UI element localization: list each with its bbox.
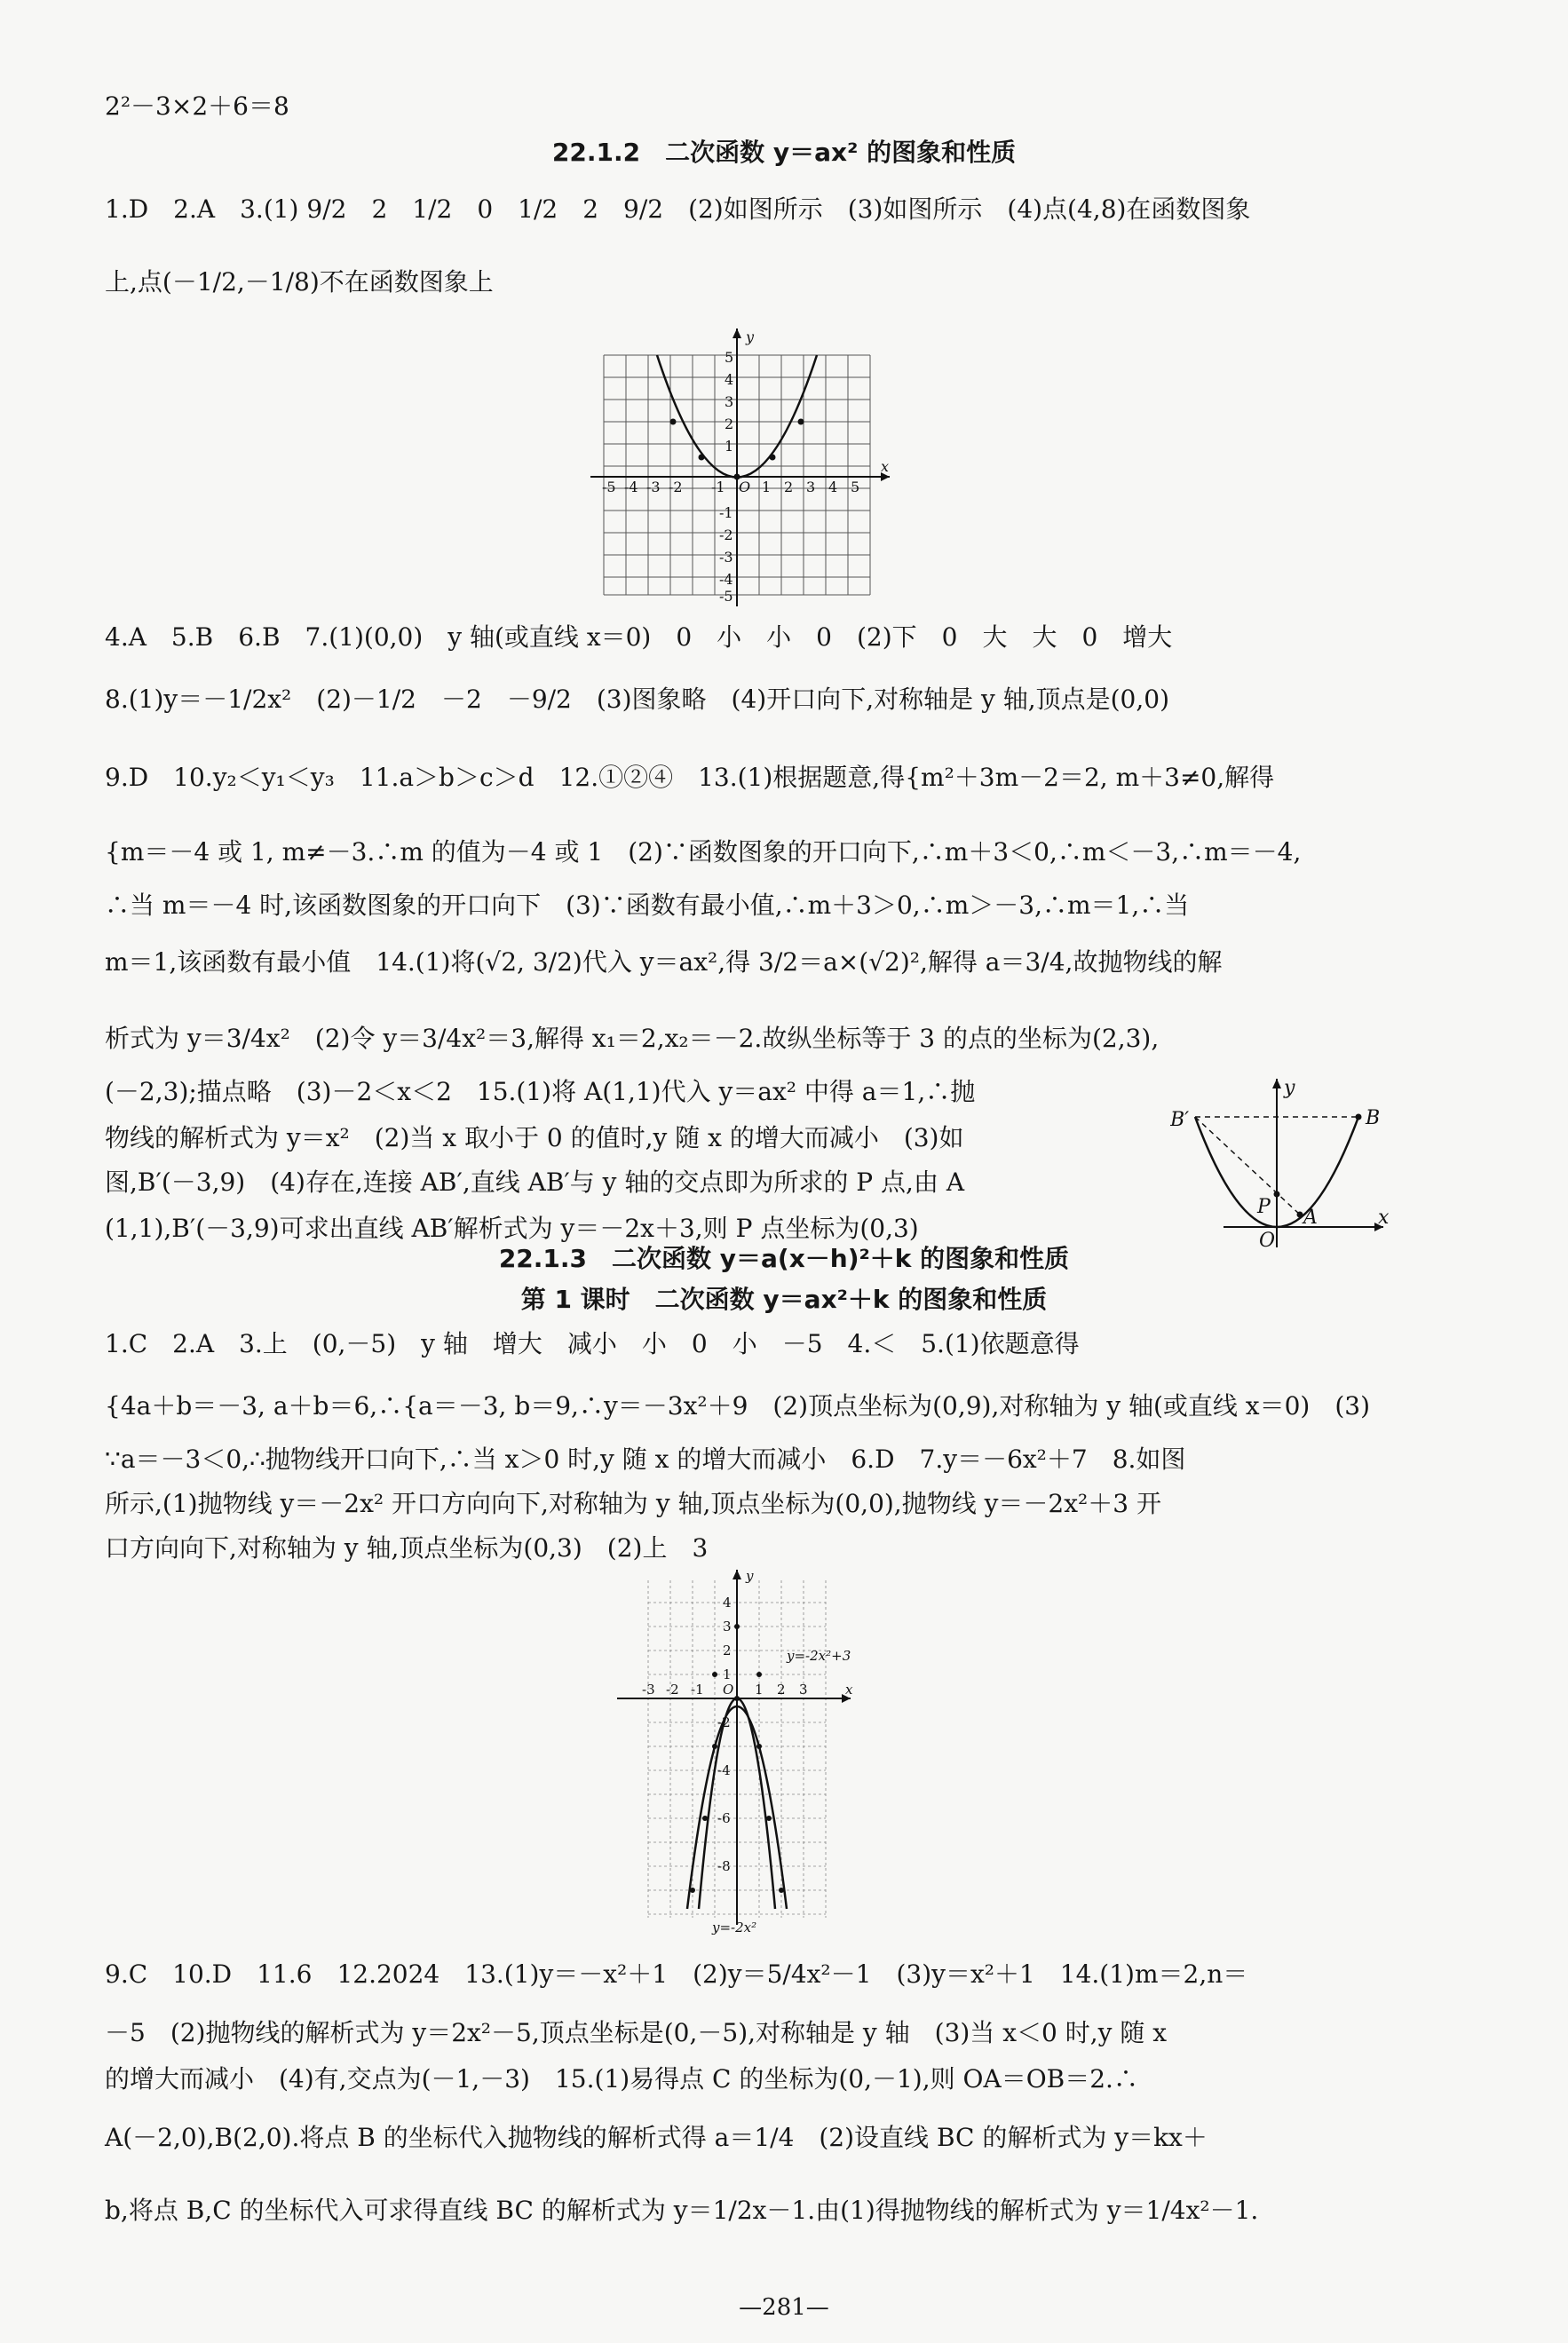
dashed-line-AB-prime: [1195, 1117, 1300, 1215]
point-B-label: B: [1366, 1107, 1381, 1129]
text-line-18: 所示,(1)抛物线 y＝－2x² 开口方向向下,对称轴为 y 轴,顶点坐标为(0,0),抛物线 y＝－2x²＋3 开: [105, 1489, 1161, 1518]
x-tick: -1: [691, 1682, 704, 1698]
text-line-5: 8.(1)y＝－1/2x² (2)－1/2 －2 －9/2 (3)图象略 (4)开口向下,对称轴是 y 轴,顶点是(0,0): [105, 685, 1169, 714]
y-tick: -6: [717, 1810, 731, 1826]
y-tick: 3: [725, 393, 734, 410]
text-line-23: A(－2,0),B(2,0).将点 B 的坐标代入抛物线的解析式得 a＝1/4 (2)设直线 BC 的解析式为 y＝kx＋: [105, 2123, 1208, 2152]
text-line-2: 1.D 2.A 3.(1) 9/2 2 1/2 0 1/2 2 9/2 (2)如图所示 (3)如图所示 (4)点(4,8)在函数图象: [105, 194, 1251, 224]
y-axis-label: y: [746, 1568, 754, 1584]
x-tick: -4: [624, 479, 638, 495]
lesson-heading-1: 第 1 课时 二次函数 y＝ax²＋k 的图象和性质: [520, 1285, 1048, 1314]
text-line-8: ∴当 m＝－4 时,该函数图象的开口向下 (3)∵函数有最小值,∴m＋3＞0,∴m＞－3,∴m＝1,∴当: [105, 890, 1190, 920]
y-tick: 3: [723, 1619, 732, 1635]
x-tick: -2: [669, 479, 683, 495]
y-tick: 4: [723, 1595, 732, 1611]
text-line-10: 析式为 y＝3/4x² (2)令 y＝3/4x²＝3,解得 x₁＝2,x₂＝－2.故纵坐标等于 3 的点的坐标为(2,3),: [105, 1024, 1160, 1053]
x-tick: 4: [828, 479, 838, 495]
section-heading-22-1-2: 22.1.2 二次函数 y＝ax² 的图象和性质: [551, 138, 1017, 167]
x-tick: 2: [784, 479, 794, 495]
text-line-7: {m＝－4 或 1, m≠－3.∴m 的值为－4 或 1 (2)∵函数图象的开口向下,∴m＋3＜0,∴m＜－3,∴m＝－4,: [105, 837, 1302, 867]
point-B-prime-label: B′: [1170, 1109, 1190, 1131]
text-line-6: 9.D 10.y₂＜y₁＜y₃ 11.a＞b＞c＞d 12.①②④ 13.(1)根据题意,得{m²＋3m－2＝2, m＋3≠0,解得: [105, 763, 1275, 792]
text-line-13: 图,B′(－3,9) (4)存在,连接 AB′,直线 AB′与 y 轴的交点即为所求的 P 点,由 A: [105, 1168, 965, 1197]
y-tick: 1: [725, 438, 734, 455]
point-P-label: P: [1257, 1196, 1271, 1218]
text-line-11: (－2,3);描点略 (3)－2＜x＜2 15.(1)将 A(1,1)代入 y＝ax² 中得 a＝1,∴抛: [105, 1077, 976, 1106]
y-tick: -1: [719, 504, 733, 521]
text-line-21: －5 (2)抛物线的解析式为 y＝2x²－5,顶点坐标是(0,－5),对称轴是 y 轴 (3)当 x＜0 时,y 随 x: [105, 2018, 1168, 2047]
x-tick: -3: [646, 479, 661, 495]
y-tick: -8: [717, 1858, 731, 1874]
section-heading-22-1-3: 22.1.3 二次函数 y＝a(x－h)²＋k 的图象和性质: [498, 1244, 1070, 1273]
text-line-12: 物线的解析式为 y＝x² (2)当 x 取小于 0 的值时,y 随 x 的增大而减小 (3)如: [105, 1123, 964, 1152]
figure-two-parabolas: [613, 1563, 879, 1935]
y-tick: -3: [719, 549, 733, 566]
x-tick: -5: [602, 479, 616, 495]
origin-label: O: [739, 479, 751, 495]
y-tick: -2: [719, 526, 733, 543]
x-axis-label: x: [845, 1682, 853, 1698]
y-tick: 2: [723, 1642, 732, 1658]
x-axis-label: x: [881, 458, 890, 475]
curve-label-2: y=-2x²: [712, 1920, 757, 1935]
x-axis-label: x: [1378, 1207, 1390, 1229]
y-tick: -5: [719, 588, 733, 605]
x-tick: -2: [666, 1682, 679, 1698]
text-line-15: 1.C 2.A 3.上 (0,－5) y 轴 增大 减小 小 0 小 －5 4.＜ 5.(1)依题意得: [105, 1329, 1080, 1358]
x-tick: 1: [762, 479, 772, 495]
x-tick: 3: [806, 479, 816, 495]
y-tick: 4: [725, 371, 734, 388]
origin-label: O: [723, 1682, 734, 1698]
text-line-24: b,将点 B,C 的坐标代入可求得直线 BC 的解析式为 y＝1/2x－1.由(1)得抛物线的解析式为 y＝1/4x²－1.: [105, 2196, 1259, 2225]
point-A-label: A: [1303, 1207, 1318, 1229]
text-line-17: ∵a＝－3＜0,∴抛物线开口向下,∴当 x＞0 时,y 随 x 的增大而减小 6.D 7.y＝－6x²＋7 8.如图: [105, 1445, 1186, 1474]
text-line-14: (1,1),B′(－3,9)可求出直线 AB′解析式为 y＝－2x＋3,则 P 点坐标为(0,3): [105, 1214, 919, 1243]
text-line-3: 上,点(－1/2,－1/8)不在函数图象上: [105, 267, 494, 297]
x-tick: 3: [799, 1682, 808, 1698]
y-tick: -4: [717, 1762, 731, 1778]
x-tick: -3: [642, 1682, 655, 1698]
y-tick: 2: [725, 416, 734, 432]
y-tick: 1: [723, 1666, 732, 1682]
page-number: —281—: [739, 2294, 829, 2321]
x-tick: -1: [711, 479, 725, 495]
curve-label-1: y=-2x²+3: [787, 1648, 851, 1664]
text-line-9: m＝1,该函数有最小值 14.(1)将(√2, 3/2)代入 y＝ax²,得 3/2＝a×(√2)²,解得 a＝3/4,故抛物线的解: [105, 947, 1223, 977]
x-tick: 2: [777, 1682, 786, 1698]
y-axis-label: y: [1284, 1077, 1295, 1099]
y-tick: 5: [725, 349, 734, 366]
text-line-4: 4.A 5.B 6.B 7.(1)(0,0) y 轴(或直线 x＝0) 0 小 小 0 (2)下 0 大 大 0 增大: [105, 622, 1173, 652]
y-axis-label: y: [746, 328, 755, 345]
text-line-19: 口方向向下,对称轴为 y 轴,顶点坐标为(0,3) (2)上 3: [105, 1533, 709, 1563]
figure-parabola-AB: [1170, 1074, 1401, 1252]
text-line-22: 的增大而减小 (4)有,交点为(－1,－3) 15.(1)易得点 C 的坐标为(0,－1),则 OA＝OB＝2.∴: [105, 2064, 1138, 2094]
x-tick: 5: [851, 479, 860, 495]
text-line-20: 9.C 10.D 11.6 12.2024 13.(1)y＝－x²＋1 (2)y＝5/4x²－1 (3)y＝x²＋1 14.(1)m＝2,n＝: [105, 1959, 1248, 1989]
y-tick: -4: [719, 571, 733, 588]
x-tick: 1: [755, 1682, 764, 1698]
y-tick: -2: [717, 1714, 731, 1730]
origin-label: O: [1259, 1230, 1276, 1252]
text-line-1: 2²－3×2＋6＝8: [105, 91, 289, 121]
figure-parabola-grid: [586, 324, 906, 608]
text-line-16: {4a＋b＝－3, a＋b＝6,∴{a＝－3, b＝9,∴y＝－3x²＋9 (2)顶点坐标为(0,9),对称轴为 y 轴(或直线 x＝0) (3): [105, 1391, 1370, 1421]
